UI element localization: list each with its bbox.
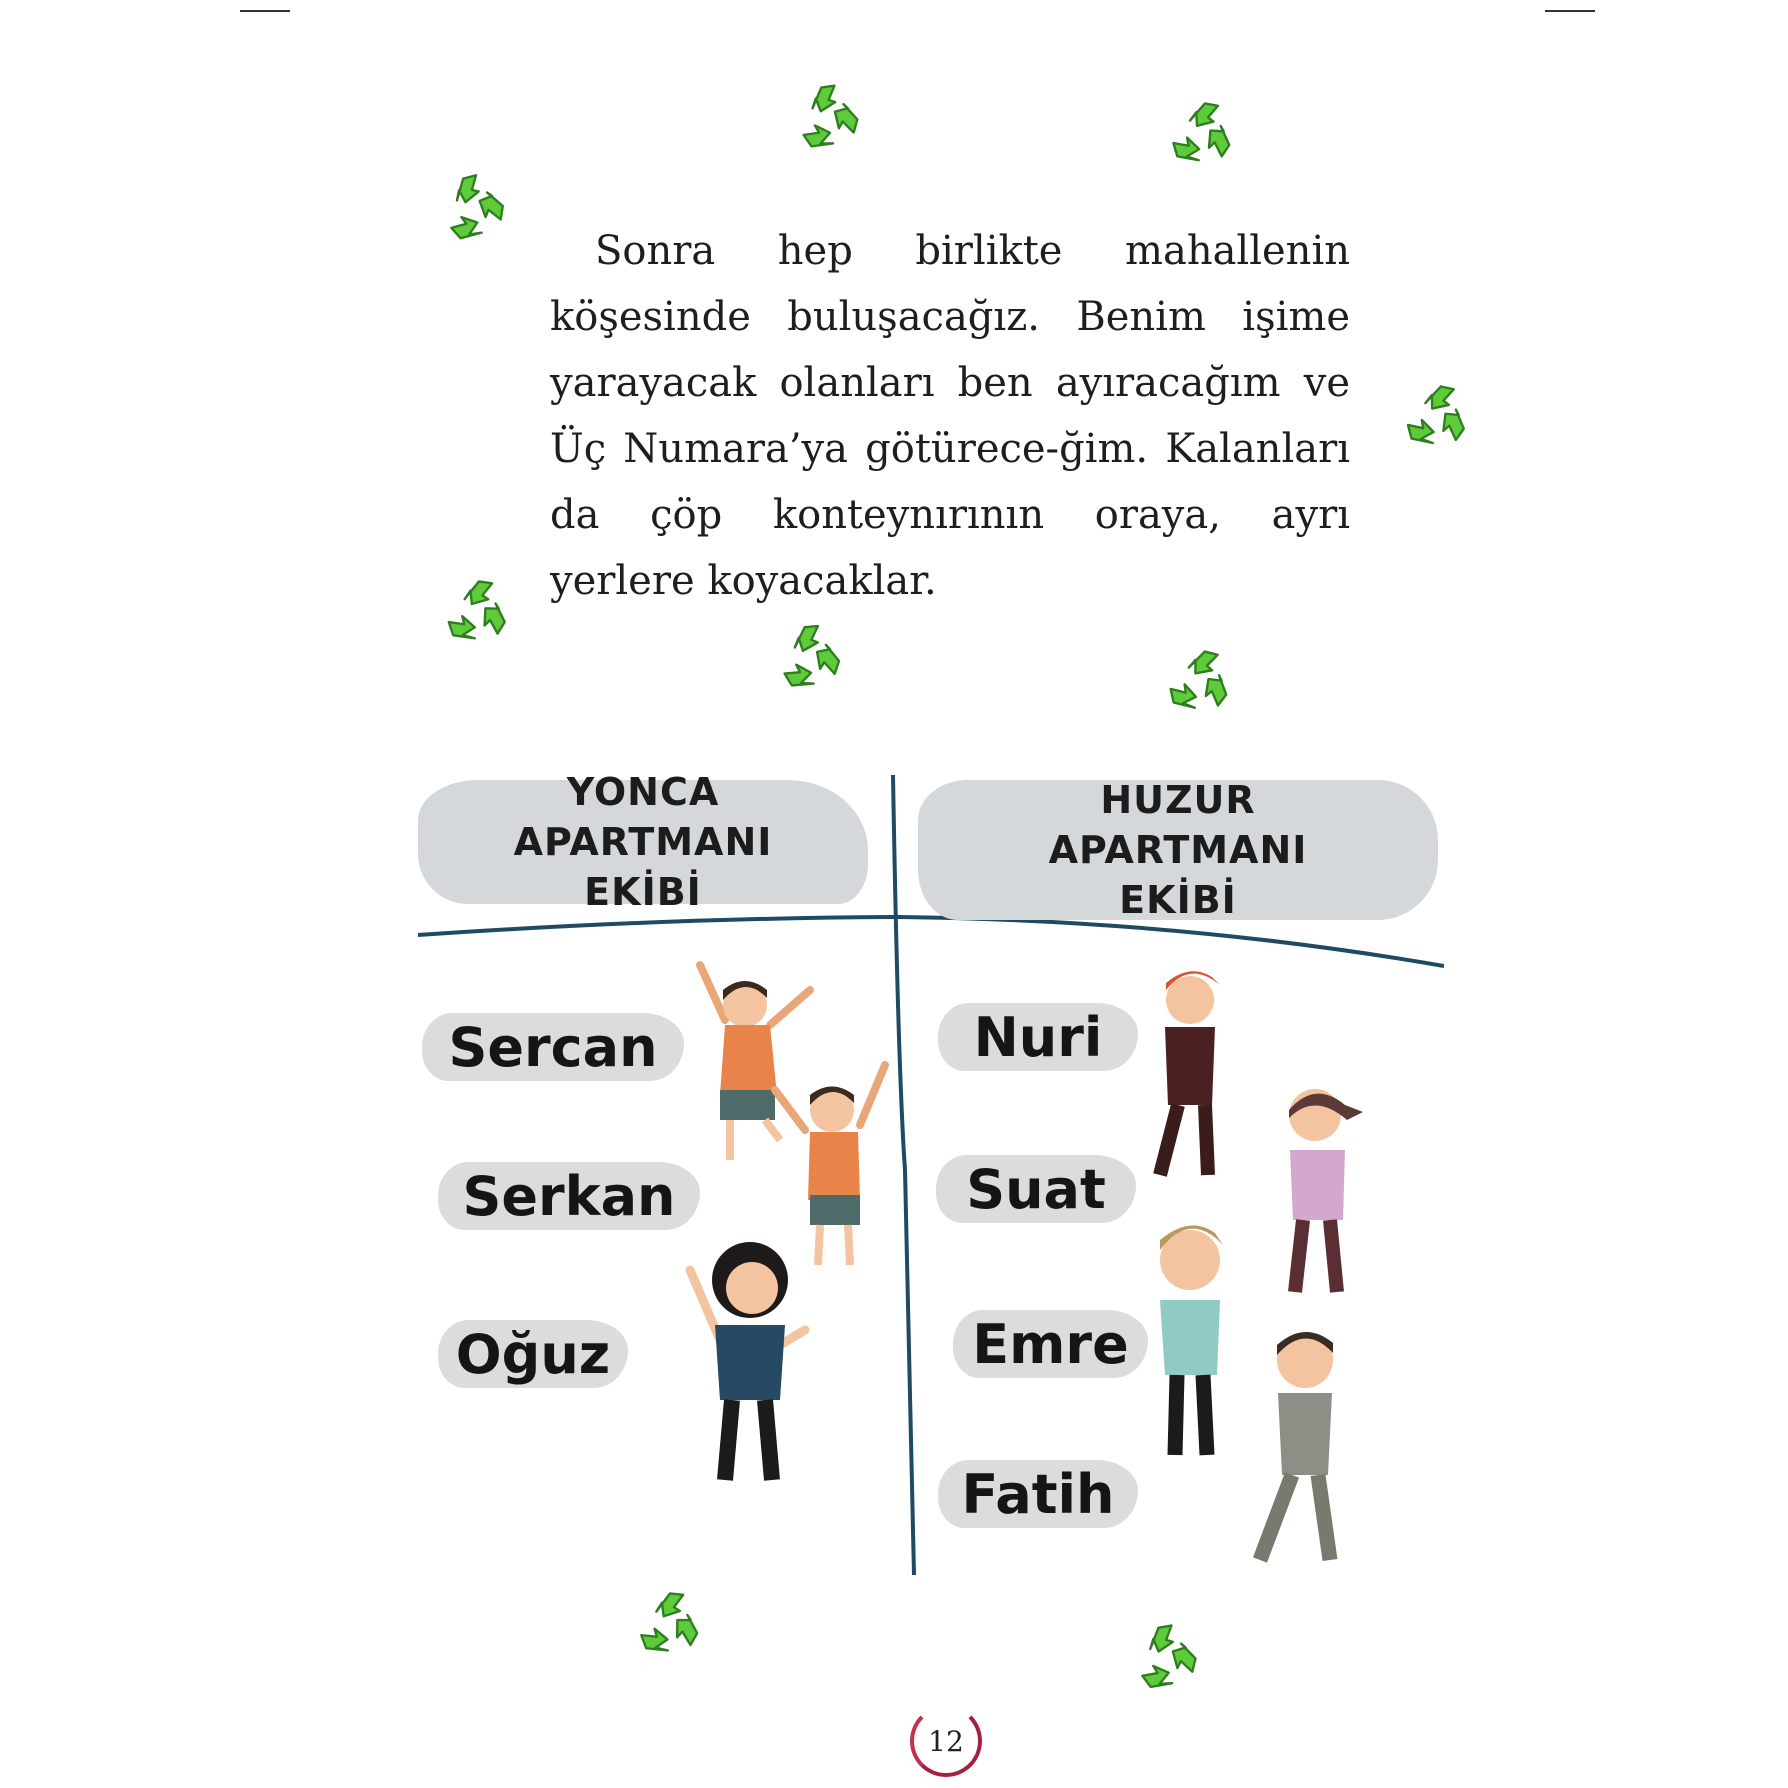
recycle-icon (1159, 86, 1249, 176)
team-member-oguz: Oğuz (438, 1320, 628, 1388)
recycle-icon (1393, 368, 1486, 461)
team-member-suat: Suat (936, 1155, 1136, 1223)
team-member-fatih: Fatih (938, 1460, 1138, 1528)
fatih-illustration (1240, 1315, 1360, 1575)
emre-illustration (1135, 1205, 1245, 1465)
team-member-nuri: Nuri (938, 1003, 1138, 1071)
recycle-icon (1155, 632, 1250, 727)
recycle-icon (426, 156, 522, 252)
recycle-icon (769, 612, 854, 697)
recycle-icon (1122, 1609, 1212, 1699)
header-yonca-team (418, 770, 868, 914)
suat-illustration (1265, 1070, 1375, 1300)
crop-mark-right (1545, 10, 1595, 12)
nuri-illustration (1130, 955, 1240, 1185)
recycle-icon (628, 1578, 714, 1664)
recycle-icon (435, 565, 523, 653)
page-number: 12 (910, 1705, 982, 1777)
header-huzur-label: HUZUR APARTMANI EKİBİ (1048, 778, 1308, 922)
team-member-serkan: Serkan (438, 1162, 700, 1230)
story-paragraph: Sonra hep birlikte mahallenin köşesinde buluşacağız. Benim işime yarayacak olanları ben ayıracağım ve Üç Numara’ya götürece-ğim. Kalanları da çöp konteynırının oraya, ayrı yerlere koyacaklar. (550, 228, 1350, 604)
team-member-emre: Emre (953, 1310, 1148, 1378)
header-huzur-team (918, 780, 1438, 920)
oguz-illustration (680, 1230, 820, 1490)
recycle-icon (785, 70, 873, 158)
crop-mark-left (240, 10, 290, 12)
header-yonca-label: YONCA APARTMANI EKİBİ (513, 770, 773, 914)
team-member-sercan: Sercan (422, 1013, 684, 1081)
